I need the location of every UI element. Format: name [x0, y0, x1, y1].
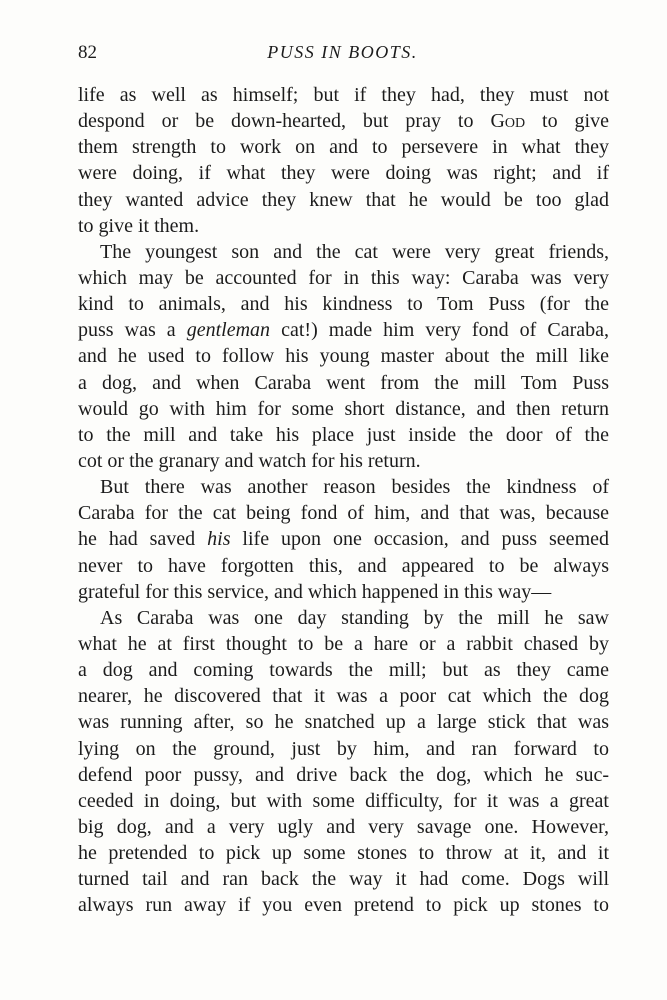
- body-text: [78, 82, 609, 919]
- text-line: despond or be down-hearted, but pray to God to give: [78, 110, 609, 133]
- text-line: But there was another reason besides the kindness of: [100, 476, 609, 499]
- page-header: [78, 42, 607, 66]
- page-number: 82: [78, 42, 97, 63]
- text-line: puss was a gentleman cat!) made him very fond of Caraba,: [78, 319, 610, 342]
- text-line: never to have forgotten this, and appeared to be always: [78, 554, 609, 577]
- text-line: ceeded in doing, but with some difficulty, for it was a great: [78, 789, 609, 812]
- text-line: and he used to follow his young master about the mill like: [78, 345, 609, 368]
- text-line: a dog, and when Caraba went from the mill Tom Puss: [78, 371, 609, 394]
- text-line: lying on the ground, just by him, and ran forward to: [78, 737, 609, 760]
- text-line: which may be accounted for in this way: Caraba was very: [78, 266, 609, 289]
- paragraph: [78, 82, 609, 239]
- text-line: they wanted advice they knew that he would be too glad: [78, 188, 609, 211]
- text-line: grateful for this service, and which happened in this way—: [78, 580, 552, 603]
- text-line: As Caraba was one day standing by the mill he saw: [100, 606, 609, 629]
- text-line: would go with him for some short distance, and then return: [78, 397, 609, 420]
- text-line: he had saved his life upon one occasion, and puss seemed: [78, 528, 609, 551]
- text-line: to give it them.: [78, 214, 200, 237]
- text-line: cot or the granary and watch for his return.: [78, 449, 421, 472]
- text-line: turned tail and ran back the way it had come. Dogs will: [78, 868, 609, 891]
- text-line: he pretended to pick up some stones to throw at it, and it: [78, 842, 609, 865]
- paragraph: [78, 239, 609, 474]
- text-line: them strength to work on and to persevere in what they: [78, 136, 609, 159]
- text-line: was running after, so he snatched up a large stick that was: [78, 711, 609, 734]
- text-line: defend poor pussy, and drive back the dog, which he suc-: [78, 763, 609, 786]
- paragraph: [78, 474, 609, 605]
- paragraph: [78, 605, 609, 919]
- text-line: what he at first thought to be a hare or a rabbit chased by: [78, 632, 609, 655]
- text-line: nearer, he discovered that it was a poor cat which the dog: [78, 685, 609, 708]
- text-line: big dog, and a very ugly and very savage one. However,: [78, 815, 609, 838]
- text-line: life as well as himself; but if they had, they must not: [78, 84, 609, 106]
- text-line: to the mill and take his place just inside the door of the: [78, 423, 609, 446]
- running-title: PUSS IN BOOTS.: [267, 42, 418, 62]
- text-line: The youngest son and the cat were very great friends,: [100, 240, 609, 263]
- text-line: Caraba for the cat being fond of him, and that was, because: [78, 502, 609, 525]
- text-line: kind to animals, and his kindness to Tom Puss (for the: [78, 293, 609, 316]
- text-line: always run away if you even pretend to pick up stones to: [78, 894, 609, 917]
- text-line: were doing, if what they were doing was right; and if: [78, 162, 609, 185]
- text-line: a dog and coming towards the mill; but as they came: [78, 659, 609, 682]
